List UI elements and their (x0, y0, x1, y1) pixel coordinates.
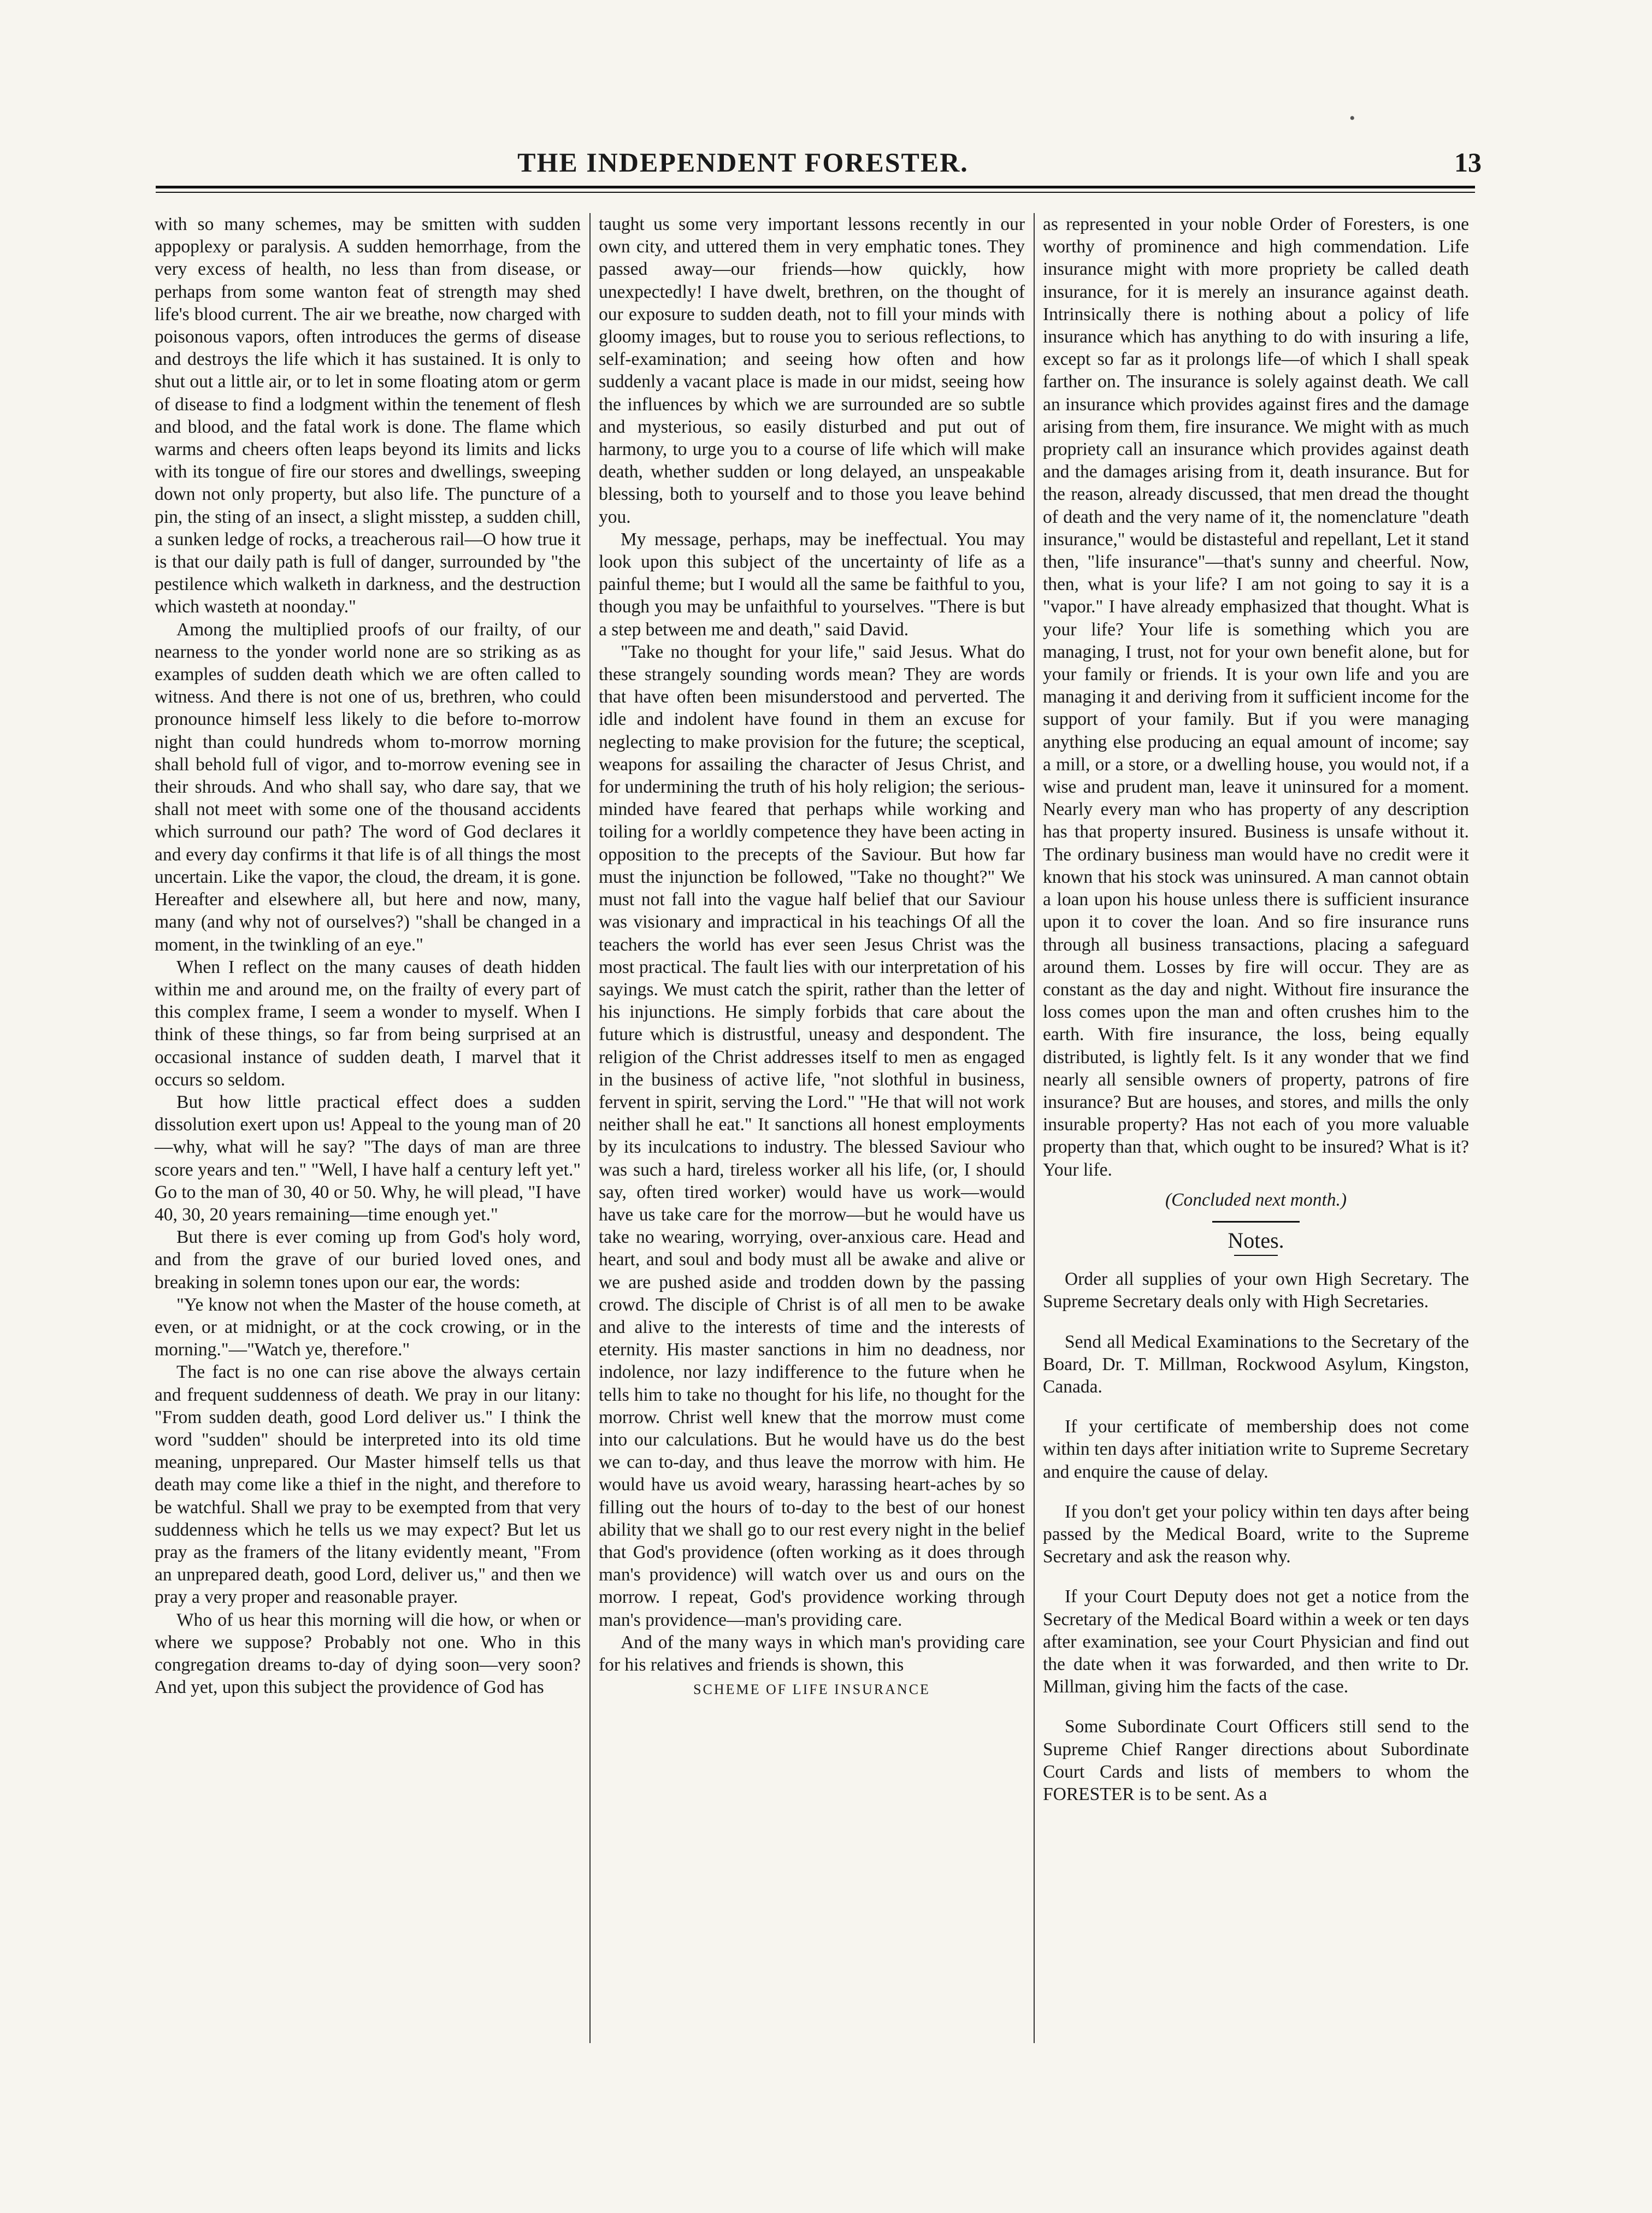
note-item: Some Subordinate Court Officers still send to the Supreme Chief Ranger directions about Subordinate Court Cards and lists of members to whom the FORESTER is to be sent. As a (1043, 1716, 1469, 1804)
paragraph: My message, perhaps, may be ineffectual. You may look upon this subject of the uncertainty of life as a painful theme; but I would all the same be faithful to you, though you may be unfaithful to yourselves. "There is but a step between me and death," said David. (599, 529, 1025, 640)
print-speck: • (1349, 109, 1355, 127)
paragraph: The fact is no one can rise above the always certain and frequent suddenness of death. We pray in our litany: "From sudden death, good Lord deliver us." I think the word "sudden" should be interpreted into its old time meaning, unprepared. Our Master himself tells us that death may come like a thief in the night, and therefore to be watchful. Shall we pray to be exempted from that very suddenness which he tells us we may expect? But let us pray as the framers of the litany evidently meant, "From an unprepared death, good Lord, deliver us," and then we pray a very proper and reasonable prayer. (155, 1362, 581, 1608)
note-item: If you don't get your policy within ten days after being passed by the Medical Board, write to the Supreme Secretary and ask the reason why. (1043, 1501, 1469, 1567)
notes-rule (1234, 1255, 1278, 1256)
paragraph: But how little practical effect does a sudden dissolution exert upon us! Appeal to the young man of 20—why, what will he say? "The days of man are three score years and ten." "Well, I have half a century left yet." Go to the man of 30, 40 or 50. Why, he will plead, "I have 40, 30, 20 years remaining—time enough yet." (155, 1091, 581, 1225)
paragraph: taught us some very important lessons recently in our own city, and uttered them in very emphatic tones. They passed away—our friends—how quickly, how unexpectedly! I have dwelt, brethren, on the thought of our exposure to sudden death, not to fill your minds with gloomy images, but to rouse you to serious reflections, to self-examination; and seeing how often and how suddenly a vacant place is made in our midst, seeing how the influences by which we are surrounded are so subtle and mysterious, so easily disturbed and put out of harmony, to urge you to a course of life which will make death, whether sudden or long delayed, an unspeakable blessing, both to yourself and to those you leave behind you. (599, 214, 1025, 527)
note-item: Order all supplies of your own High Secretary. The Supreme Secretary deals only with High Secretaries. (1043, 1269, 1469, 1312)
paragraph: When I reflect on the many causes of death hidden within me and around me, on the frailty of every part of this complex frame, I seem a wonder to myself. When I think of these things, so far from being surprised at an occasional instance of sudden death, I marvel that it occurs so seldom. (155, 957, 581, 1090)
paragraph: as represented in your noble Order of Foresters, is one worthy of prominence and high commendation. Life insurance might with more propriety be called death insurance, for it is merely an insurance against death. Intrinsically there is nothing about a policy of life insurance which has anything to do with insuring a life, except so far as it prolongs life—of which I shall speak farther on. The insurance is solely against death. We call an insurance which provides against fires and the damage arising from them, fire insurance. We might with as much propriety call an insurance which provides against death and the damages arising from it, death insurance. But for the reason, already discussed, that men dread the thought of death and the very name of it, the nomenclature "death insurance," would be distasteful and repellant, Let it stand then, "life insurance"—that's sunny and cheerful. Now, then, what is your life? I am not going to say it is a "vapor." I have already emphasized that thought. What is your life? Your life is something which you are managing, I trust, not for your own benefit alone, but for your family or friends. It is your own life and you are managing it and deriving from it sufficient income for the support of your family. But if you were managing anything else producing an equal amount of income; say a mill, or a store, or a dwelling house, you would not, if a wise and prudent man, leave it uninsured for a moment. Nearly every man who has property of any description has that property insured. Business is unsafe without it. The ordinary business man would have no credit were it known that his stock was uninsured. A man cannot obtain a loan upon his house unless there is sufficient insurance upon it to cover the loan. And so fire insurance runs through all business transactions, placing a safeguard around them. Losses by fire will occur. They are as constant as the day and night. Without fire insurance the loss comes upon the man and often crushes him to the earth. With fire insurance, the loss, being equally distributed, is lightly felt. Is it any wonder that we find nearly all sensible owners of property, patrons of fire insurance? But are houses, and stores, and mills the only insurable property? Has not each of you more valuable property than that, which ought to be insured? What is it? Your life. (1043, 214, 1469, 1180)
paragraph: Who of us hear this morning will die how, or when or where we suppose? Probably not one. Who in this congregation dreams to-day of dying soon—very soon? And yet, upon this subject the providence of God has (155, 1609, 581, 1698)
running-head-title: THE INDEPENDENT FORESTER. (517, 147, 969, 178)
paragraph: But there is ever coming up from God's holy word, and from the grave of our buried loved ones, and breaking in solemn tones upon our ear, the words: (155, 1227, 581, 1293)
paragraph: Among the multiplied proofs of our frailty, of our nearness to the yonder world none are so striking as as examples of sudden death which we are often called to witness. And there is not one of us, brethren, who could pronounce himself less likely to die before to-morrow night than could hundreds whom to-morrow morning shall behold full of vigor, and to-morrow evening see in their shrouds. And who shall say, who dare say, that we shall not meet with some one of the thousand accidents which surround our path? The word of God declares it and every day confirms it that life is of all things the most uncertain. Like the vapor, the cloud, the dream, it is gone. Hereafter and elsewhere all, but here and now, many, many (and why not of ourselves?) "shall be changed in a moment, in the twinkling of an eye." (155, 619, 581, 955)
note-item: If your certificate of membership does not come within ten days after initiation write to Supreme Secretary and enquire the cause of delay. (1043, 1417, 1469, 1482)
column-divider (589, 213, 591, 2043)
notes-heading: Notes. (1228, 1228, 1284, 1253)
text-column-left (155, 213, 581, 1698)
paragraph: And of the many ways in which man's providing care for his relatives and friends is shown, this (599, 1632, 1025, 1675)
ornamental-rule (1212, 1221, 1300, 1223)
concluded-note: (Concluded next month.) (1165, 1189, 1347, 1210)
text-column-middle (599, 213, 1025, 1701)
paragraph: with so many schemes, may be smitten with sudden appoplexy or paralysis. A sudden hemorrhage, from the very excess of health, no less than from disease, or perhaps from some wanton feat of strength may shed life's blood current. The air we breathe, now charged with poisonous vapors, often introduces the germs of disease and destroys the life which it has sustained. It is only to shut out a little air, or to let in some floating atom or germ of disease to find a lodgment within the tenement of flesh and blood, and the fatal work is done. The flame which warms and cheers often leaps beyond its limits and licks with its tongue of fire our stores and dwellings, sweeping down not only property, but also life. The puncture of a pin, the sting of an insect, a slight misstep, a sudden chill, a sunken ledge of rocks, a treacherous rail—O how true it is that our daily path is full of danger, surrounded by "the pestilence which walketh in darkness, and the destruction which wasteth at noonday." (155, 214, 581, 617)
section-caps-line: SCHEME OF LIFE INSURANCE (693, 1681, 930, 1698)
column-divider (1034, 213, 1035, 2043)
note-item: Send all Medical Examinations to the Secretary of the Board, Dr. T. Millman, Rockwood Asylum, Kingston, Canada. (1043, 1331, 1469, 1397)
paragraph: "Ye know not when the Master of the house cometh, at even, or at midnight, or at the cock crowing, or in the morning."—"Watch ye, therefore." (155, 1294, 581, 1360)
text-column-right (1043, 213, 1469, 1823)
page-number: 13 (1454, 147, 1482, 178)
note-item: If your Court Deputy does not get a notice from the Secretary of the Medical Board within a week or ten days after examination, see your Court Physician and find out the date when it was forwarded, and then write to Dr. Millman, giving him the facts of the case. (1043, 1586, 1469, 1697)
paragraph: "Take no thought for your life," said Jesus. What do these strangely sounding words mean? They are words that have often been misunderstood and perverted. The idle and indolent have found in them an excuse for neglecting to make provision for the future; the sceptical, weapons for assailing the character of Jesus Christ, and for undermining the truth of his holy religion; the serious-minded have feared that perhaps while working and toiling for a worldly competence they have been acting in opposition to the precepts of the Saviour. But how far must the injunction be followed, "Take no thought?" We must not fall into the vague half belief that our Saviour was visionary and impractical in his teachings Of all the teachers the world has ever seen Jesus Christ was the most practical. The fault lies with our interpretation of his sayings. We must catch the spirit, rather than the letter of his injunctions. He simply forbids that care about the future which is distrustful, uneasy and despondent. The religion of the Christ addresses itself to men as engaged in the business of active life, "not slothful in business, fervent in spirit, serving the Lord." "He that will not work neither shall he eat." It sanctions all honest employments by its inculcations to industry. The blessed Saviour who was such a hard, tireless worker all his life, (or, I should say, often tired worker) would have us work—would have us take care for the morrow—but he would have us take no wearing, worrying, over-anxious care. Head and heart, and soul and body must all be awake and alive or we are pushed aside and trodden down by the passing crowd. The disciple of Christ is of all men to be awake and alive to the interests of time and the interests of eternity. His master sanctions in him no deadness, nor indolence, nor lazy indifference to the future when he tells him to take no thought for his life, no thought for the morrow. Christ well knew that the morrow must come into our calculations. But he would have us do the best we can to-day, and thus leave the morrow with him. He would have us avoid weary, harassing heart-aches by so filling out the hours of to-day to the best of our honest ability that we shall go to our rest every night in the belief that God's providence (often working as it does through man's providence) will watch over us and ours on the morrow. I repeat, God's providence working through man's providence—man's providing care. (599, 641, 1025, 1630)
header-double-rule (156, 186, 1475, 193)
